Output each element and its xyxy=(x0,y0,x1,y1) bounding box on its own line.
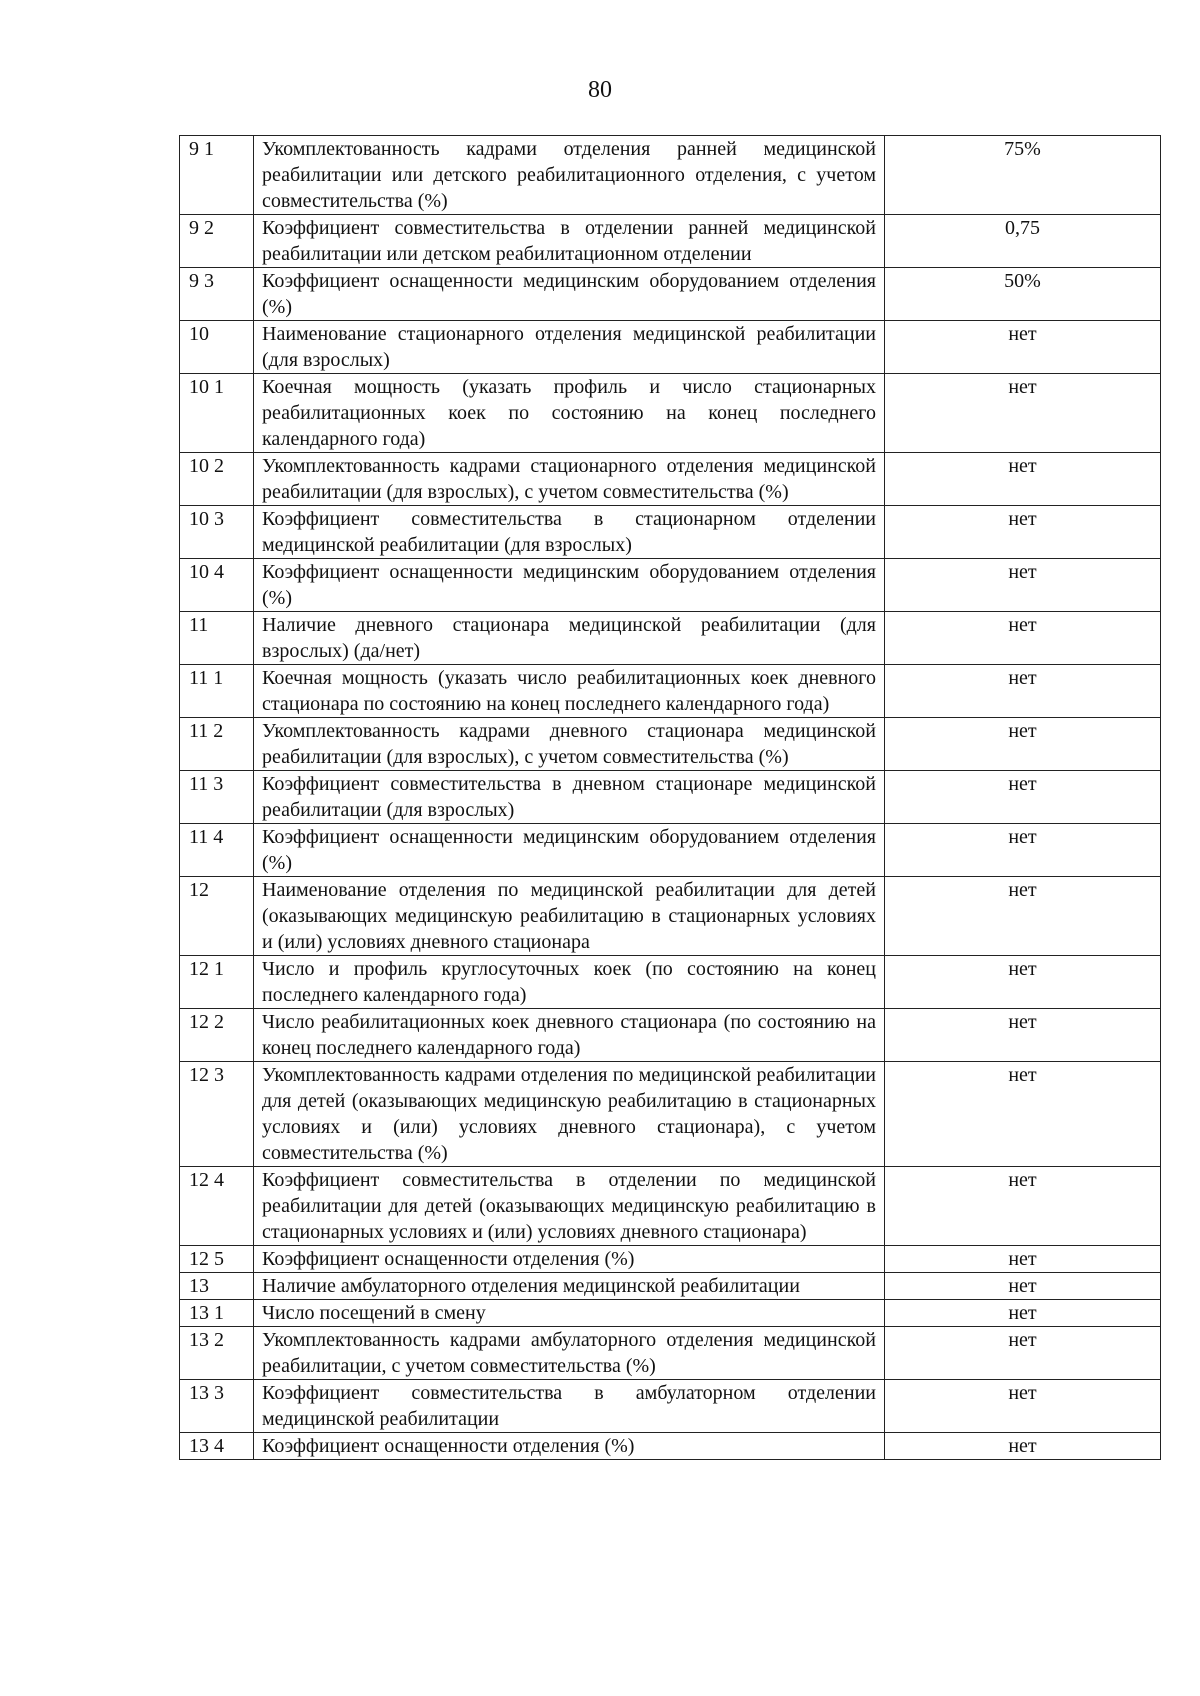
row-number-cell: 12 3 xyxy=(180,1062,254,1167)
row-value-cell: нет xyxy=(885,612,1161,665)
row-value-cell: нет xyxy=(885,559,1161,612)
row-number-cell: 9 3 xyxy=(180,268,254,321)
row-description-cell: Коэффициент оснащенности отделения (%) xyxy=(254,1433,885,1460)
table-row xyxy=(180,956,1161,1009)
row-value-cell: нет xyxy=(885,877,1161,956)
row-number-cell: 10 xyxy=(180,321,254,374)
row-value-cell: нет xyxy=(885,506,1161,559)
row-value-cell: нет xyxy=(885,321,1161,374)
table-row xyxy=(180,453,1161,506)
table-row xyxy=(180,1062,1161,1167)
row-number-cell: 11 2 xyxy=(180,718,254,771)
row-number-cell: 11 xyxy=(180,612,254,665)
row-value-cell: нет xyxy=(885,1380,1161,1433)
row-description-cell: Наличие дневного стационара медицинской реабилитации (для взрослых) (да/нет) xyxy=(254,612,885,665)
row-number-cell: 11 3 xyxy=(180,771,254,824)
row-description-cell: Коэффициент совместительства в отделении ранней медицинской реабилитации или детском реабилитационном отделении xyxy=(254,215,885,268)
row-number-cell: 10 1 xyxy=(180,374,254,453)
row-number-cell: 13 xyxy=(180,1273,254,1300)
row-value-cell: 0,75 xyxy=(885,215,1161,268)
row-number-cell: 10 4 xyxy=(180,559,254,612)
row-number-cell: 13 2 xyxy=(180,1327,254,1380)
row-value-cell: нет xyxy=(885,1300,1161,1327)
row-description-cell: Коэффициент оснащенности медицинским оборудованием отделения (%) xyxy=(254,824,885,877)
row-number-cell: 11 1 xyxy=(180,665,254,718)
row-value-cell: нет xyxy=(885,1167,1161,1246)
row-value-cell: нет xyxy=(885,824,1161,877)
indicators-table xyxy=(179,135,1161,1460)
row-number-cell: 13 1 xyxy=(180,1300,254,1327)
row-description-cell: Коечная мощность (указать профиль и число стационарных реабилитационных коек по состоянию на конец последнего календарного года) xyxy=(254,374,885,453)
table-row xyxy=(180,1327,1161,1380)
table-row xyxy=(180,665,1161,718)
row-number-cell: 13 4 xyxy=(180,1433,254,1460)
row-description-cell: Число реабилитационных коек дневного стационара (по состоянию на конец последнего календарного года) xyxy=(254,1009,885,1062)
table-row xyxy=(180,374,1161,453)
table-row xyxy=(180,612,1161,665)
table-row xyxy=(180,1167,1161,1246)
row-description-cell: Коэффициент совместительства в стационарном отделении медицинской реабилитации (для взрослых) xyxy=(254,506,885,559)
row-number-cell: 11 4 xyxy=(180,824,254,877)
row-description-cell: Число посещений в смену xyxy=(254,1300,885,1327)
table-row xyxy=(180,1246,1161,1273)
row-description-cell: Коэффициент совместительства в дневном стационаре медицинской реабилитации (для взрослых) xyxy=(254,771,885,824)
row-value-cell: нет xyxy=(885,718,1161,771)
row-value-cell: нет xyxy=(885,1433,1161,1460)
page-number: 80 xyxy=(588,77,612,103)
table-row xyxy=(180,215,1161,268)
table-row xyxy=(180,1380,1161,1433)
row-number-cell: 12 2 xyxy=(180,1009,254,1062)
table-row xyxy=(180,771,1161,824)
row-description-cell: Наличие амбулаторного отделения медицинской реабилитации xyxy=(254,1273,885,1300)
row-value-cell: нет xyxy=(885,1327,1161,1380)
row-number-cell: 10 2 xyxy=(180,453,254,506)
table-row xyxy=(180,1300,1161,1327)
row-number-cell: 12 xyxy=(180,877,254,956)
row-value-cell: 75% xyxy=(885,136,1161,215)
row-number-cell: 12 4 xyxy=(180,1167,254,1246)
row-value-cell: нет xyxy=(885,1062,1161,1167)
table-row xyxy=(180,268,1161,321)
row-description-cell: Коэффициент оснащенности медицинским оборудованием отделения (%) xyxy=(254,559,885,612)
table-body xyxy=(180,136,1161,1460)
row-number-cell: 12 1 xyxy=(180,956,254,1009)
row-description-cell: Коэффициент оснащенности медицинским оборудованием отделения (%) xyxy=(254,268,885,321)
row-number-cell: 9 2 xyxy=(180,215,254,268)
row-description-cell: Коэффициент оснащенности отделения (%) xyxy=(254,1246,885,1273)
row-number-cell: 12 5 xyxy=(180,1246,254,1273)
table-row xyxy=(180,1433,1161,1460)
row-value-cell: нет xyxy=(885,453,1161,506)
table-row xyxy=(180,559,1161,612)
row-value-cell: нет xyxy=(885,1009,1161,1062)
table-row xyxy=(180,1273,1161,1300)
row-description-cell: Наименование стационарного отделения медицинской реабилитации (для взрослых) xyxy=(254,321,885,374)
row-value-cell: 50% xyxy=(885,268,1161,321)
row-description-cell: Укомплектованность кадрами стационарного отделения медицинской реабилитации (для взрослых), с учетом совместительства (%) xyxy=(254,453,885,506)
row-description-cell: Укомплектованность кадрами дневного стационара медицинской реабилитации (для взрослых), с учетом совместительства (%) xyxy=(254,718,885,771)
row-description-cell: Наименование отделения по медицинской реабилитации для детей (оказывающих медицинскую реабилитацию в стационарных условиях и (или) условиях дневного стационара xyxy=(254,877,885,956)
row-description-cell: Укомплектованность кадрами отделения по медицинской реабилитации для детей (оказывающих медицинскую реабилитацию в стационарных условиях и (или) условиях дневного стационара), с учетом совместительства (%) xyxy=(254,1062,885,1167)
row-description-cell: Укомплектованность кадрами отделения ранней медицинской реабилитации или детского реабилитационного отделения, с учетом совместительства (%) xyxy=(254,136,885,215)
row-description-cell: Коэффициент совместительства в амбулаторном отделении медицинской реабилитации xyxy=(254,1380,885,1433)
row-description-cell: Число и профиль круглосуточных коек (по состоянию на конец последнего календарного года) xyxy=(254,956,885,1009)
table-row xyxy=(180,1009,1161,1062)
row-number-cell: 10 3 xyxy=(180,506,254,559)
table-row xyxy=(180,718,1161,771)
row-description-cell: Укомплектованность кадрами амбулаторного отделения медицинской реабилитации, с учетом совместительства (%) xyxy=(254,1327,885,1380)
table-row xyxy=(180,877,1161,956)
row-value-cell: нет xyxy=(885,1246,1161,1273)
row-value-cell: нет xyxy=(885,956,1161,1009)
table-row xyxy=(180,506,1161,559)
table-row xyxy=(180,824,1161,877)
row-description-cell: Коэффициент совместительства в отделении по медицинской реабилитации для детей (оказывающих медицинскую реабилитацию в стационарных условиях и (или) условиях дневного стационара) xyxy=(254,1167,885,1246)
row-description-cell: Коечная мощность (указать число реабилитационных коек дневного стационара по состоянию на конец последнего календарного года) xyxy=(254,665,885,718)
row-number-cell: 13 3 xyxy=(180,1380,254,1433)
row-value-cell: нет xyxy=(885,374,1161,453)
row-value-cell: нет xyxy=(885,1273,1161,1300)
row-value-cell: нет xyxy=(885,665,1161,718)
table-row xyxy=(180,136,1161,215)
row-number-cell: 9 1 xyxy=(180,136,254,215)
row-value-cell: нет xyxy=(885,771,1161,824)
table-row xyxy=(180,321,1161,374)
